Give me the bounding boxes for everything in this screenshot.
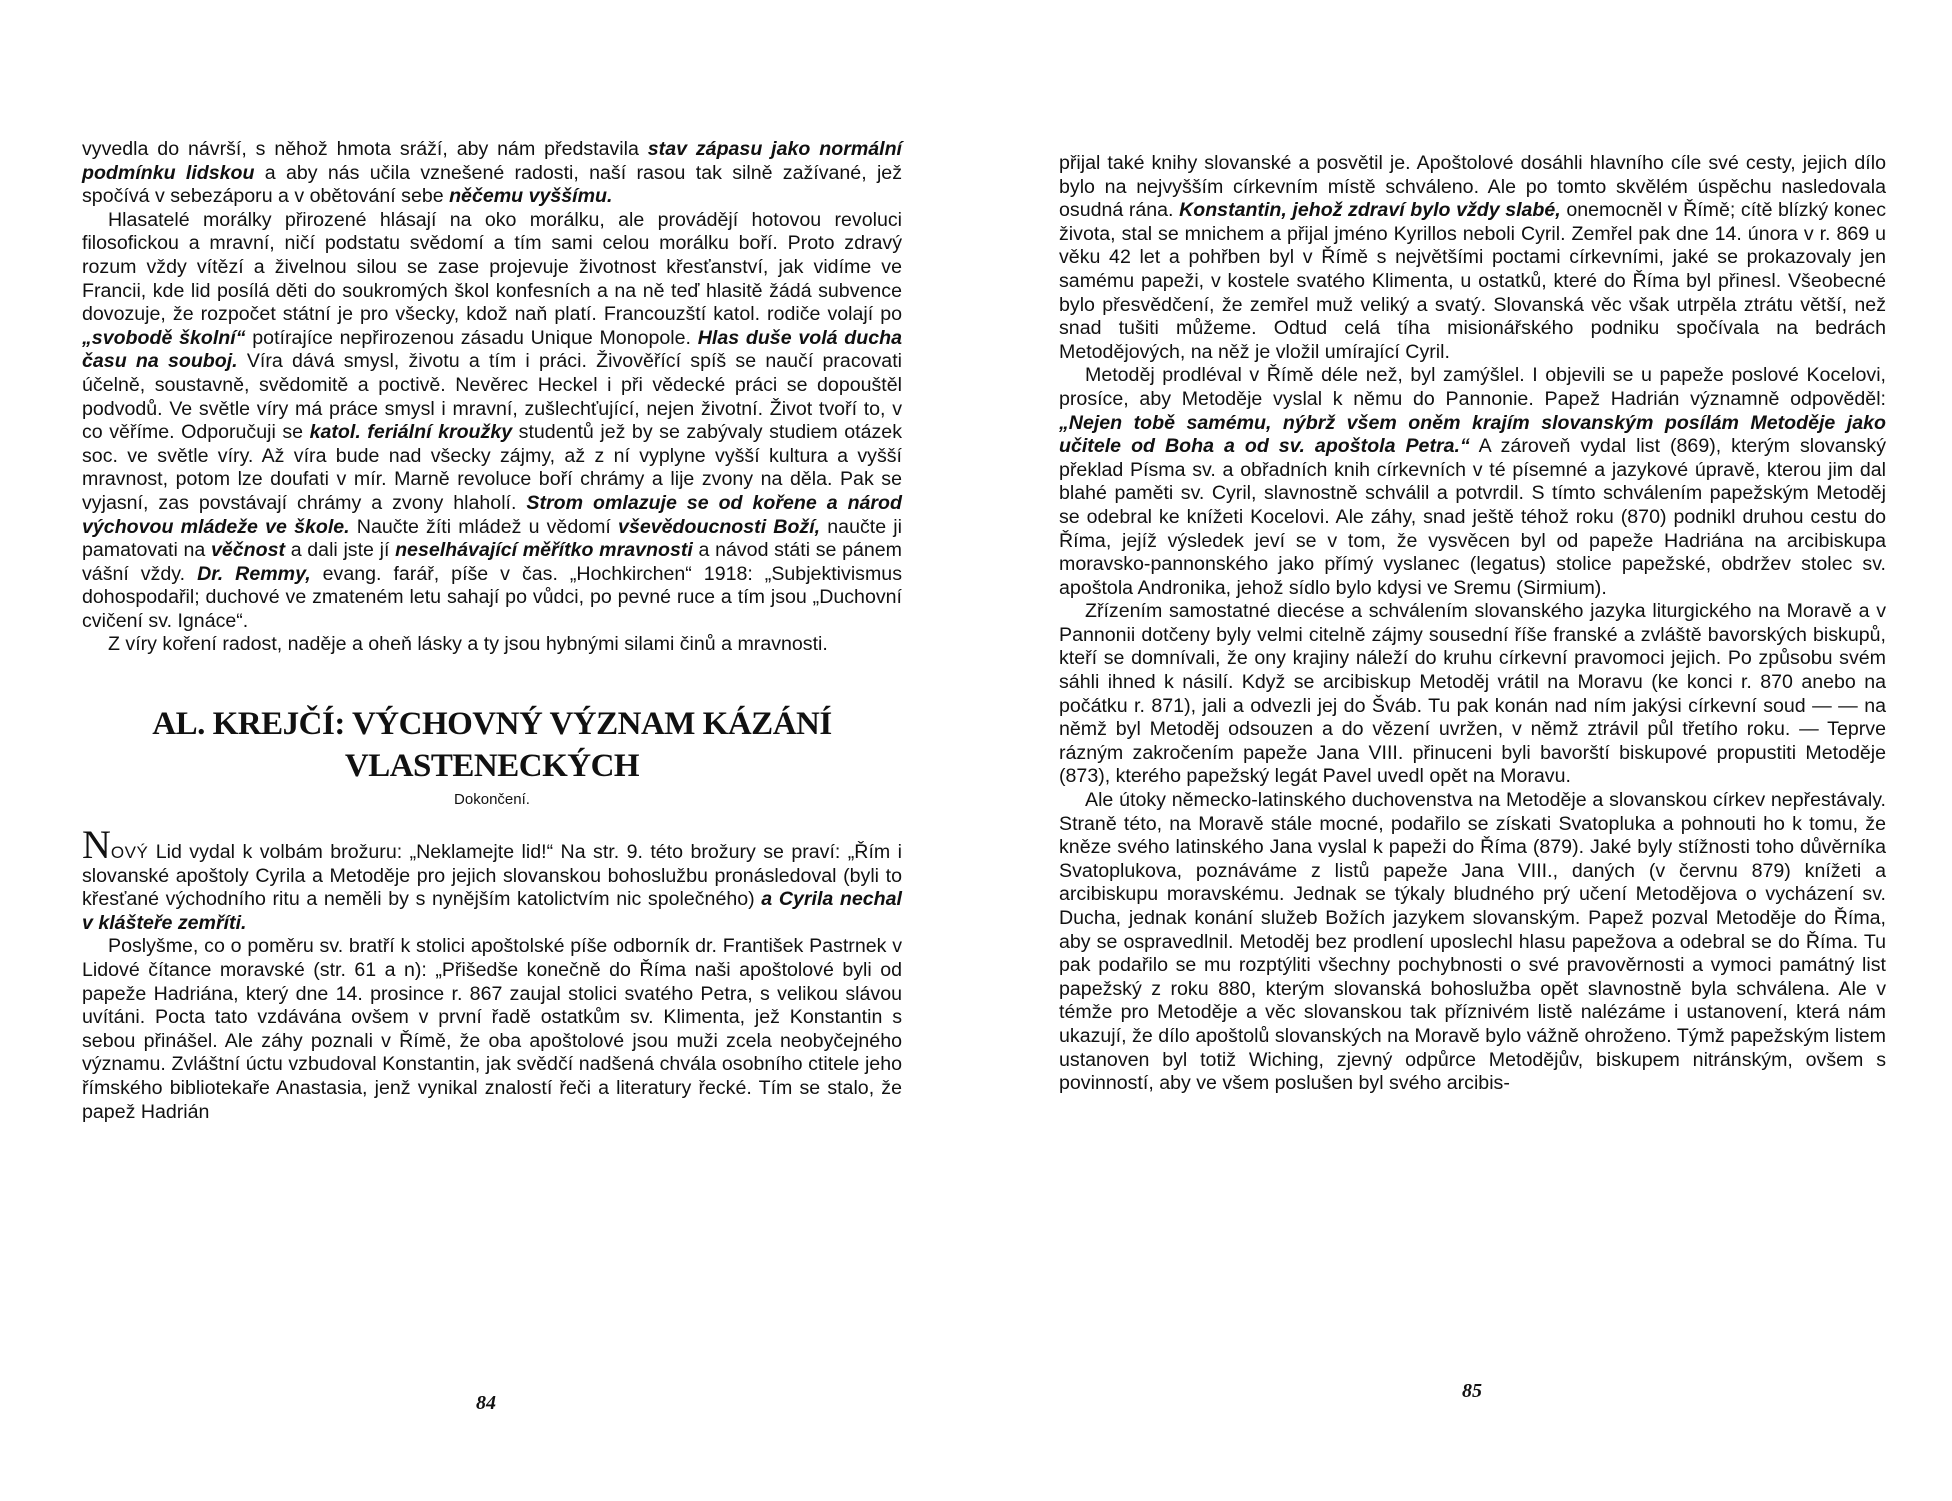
text-run: Lid vydal k volbám brožuru: „Neklamejte lid!“ Na str. 9. této brožury se praví: „Řím i slovanské apoštoly Cyrila a Metoděje pro jejich slovanskou bohoslužbu pronásledoval (byli to křesťané východního ritu a neměli by s nynějším katolictvím nic společného): [82, 841, 902, 911]
italic-run: „Nejen tobě samému, nýbrž všem oněm krajím slovanským posílám Metoděje jako učitele od Boha a od sv. apoštola Petra.“: [1059, 411, 1886, 458]
text-run: evang. farář, píše v čas. „Hochkirchen“ 1918: „Subjektivismus dohospodařil; duchové ve zmateném letu sahají po vůdci, po pevné ruce a tím jsou „Duchovní cvičení sv. Ignáce“.: [82, 562, 902, 632]
paragraph: [1059, 152, 1886, 364]
drop-cap: N: [82, 822, 111, 868]
right-body-text: [1059, 152, 1886, 1096]
paragraph: [82, 209, 902, 634]
text-run: Zřízením samostatné diecése a schválením slovanského jazyka liturgického na Moravě a v Pannonii dotčeny byly velmi citelně zájmy sousední říše franské a zvláště bavorských biskupů, kteří se domnívali, že ony krajiny náleží do kruhu církevní pravomoci jejich. Po způsobu svém sáhli ihned k násilí. Když se arcibiskup Metoděj vrátil na Moravu (ke konci r. 870 anebo na počátku r. 871), jali a odvezli jej do Šváb. Tu pak konán nad ním jakýsi církevní soud — — na němž byl Metoděj odsouzen a do vězení uvržen, v němž ztrávil půl třetího roku. — Teprve rázným zakročením papeže Jana VIII. přinuceni byli bavorští biskupové propustiti Metoděje (873), kterého papežský legát Pavel uvedl opět na Moravu.: [1059, 600, 1886, 788]
text-run: A zároveň vydal list (869), kterým slovanský překlad Písma sv. a obřadních knih církevních v té písemné a jazykové úpravě, kterou jim dal blahé paměti sv. Cyril, slavnostně schválil a potvrdil. S tímto schválením papežským Metoděj se odebral ke knížeti Kocelovi. Ale záhy, snad ještě téhož roku (870) podnikl druhou cestu do Říma, jejíž výsledek jeví se v tom, že vysvěcen byl od papeže Hadriána na arcibiskupa moravsko-pannonského jako přímý vyslanec (legatus) stolice papežské, obdržev stolec sv. apoštola Andronika, jehož sídlo bylo kdysi ve Sremu (Sirmium).: [1059, 435, 1886, 599]
text-run: Metoděj prodléval v Římě déle než, byl zamýšlel. I objevili se u papeže poslové Kocelovi, prosíce, aby Metoděje vyslal k němu do Pannonie. Papež Hadrián významně odpověděl:: [1059, 364, 1886, 410]
paragraph: [1059, 364, 1886, 600]
heading-line-1: AL. KREJČÍ: VÝCHOVNÝ VÝZNAM KÁZÁNÍ: [152, 706, 832, 743]
left-text-column: [82, 138, 902, 1124]
text-run: potírajíce nepřirozenou zásadu Unique Monopole.: [245, 326, 698, 349]
italic-run: a Cyrila nechal v klášteře zemříti.: [82, 888, 902, 934]
text-run: Ale útoky německo-latinského duchovenstva na Metoděje a slovanskou církev nepřestávaly. Straně této, na Moravě stále mocné, podařilo se získati Svatopluka a pohnouti ho k tomu, že kněze svého latinského Jana vyslal k papeži do Říma (879). Jaké byly stížnosti toho důvěrníka Svatoplukova, poznáváme z listů papeže Jana VIII., daných (v červnu 879) knížeti a arcibiskupu moravskému. Jednak se týkaly bludného prý učení Metodějova o vycházení sv. Ducha, jednak konání služeb Božích jazykem slovanským. Papež pozval Metoděje do Říma, aby se ospravedlnil. Metoděj bez prodlení uposlechl hlasu papežova a odebral se do Říma. Tu pak podařilo se mu rozptýliti všechny pochybnosti o své pravověrnosti a vymoci památný list papežský z roku 880, kterým slovanská bohoslužba opět slavnostně byla schválena. Ale v témže pro Metoděje a věc slovanskou tak příznivém listě nalézáme i ustanovení, která nám ukazují, že dílo apoštolů slovanských na Moravě bylo vážně ohroženo. Týmž papežským listem ustanoven byl totiž Wiching, zjevný odpůrce Metodějův, biskupem nitránským, ovšem s povinností, aby ve všem poslušen byl svého arcibis-: [1059, 789, 1886, 1095]
paragraph: [1059, 789, 1886, 1096]
text-run: a návod státi se pánem vášní vždy.: [82, 539, 903, 585]
paragraph: [82, 633, 902, 657]
right-page: [976, 0, 1952, 1501]
text-run: onemocněl v Římě; cítě blízký konec života, stal se mnichem a přijal jméno Kyrillos neboli Cyril. Zemřel pak dne 14. února v r. 869 u věku 42 let a pohřben byl v Římě s největšími poctami církevními, jaké se prokazovaly jen samému papeži, v kostele svatého Klimenta, u ostatků, které do Říma byl přinesl. Všeobecné bylo přesvědčení, že zemřel muž veliký a svatý. Slovanská věc však utrpěla ztrátu větší, než snad tušiti můžeme. Odtud celá tíha misionářského podniku spočívala na bedrách Metodějových, na něž je vložil umírající Cyril.: [1059, 199, 1886, 363]
italic-run: Konstantin, jehož zdraví bylo vždy slabé,: [1179, 199, 1561, 222]
smallcaps-word: OVÝ: [110, 843, 149, 863]
left-top-text: [82, 138, 902, 657]
article-heading: [82, 703, 902, 787]
italic-run: něčemu vyššímu.: [449, 185, 613, 208]
italic-run: vševědoucnosti Boží,: [618, 515, 821, 538]
paragraph: [82, 138, 902, 209]
text-run: Poslyšme, co o poměru sv. bratří k stolici apoštolské píše odborník dr. František Pastrnek v Lidové čítance moravské (str. 61 a n): „Přišedše konečně do Říma naši apoštolové byli od papeže Hadriána, který dne 14. prosince r. 867 zaujal stolici svatého Petra, s velikou slávou uvítáni. Pocta tato vzdávána ovšem v první řadě ostatkům sv. Klimenta, jež Konstantin s sebou přinášel. Ale záhy poznali v Římě, že oba apoštolové jsou muži zcela neobyčejného významu. Zvláštní úctu vzbudoval Konstantin, jak svědčí nadšená chvála osobního ctitele jeho římského bibliotekaře Anastasia, jenž vynikal znalostí řeči a literatury řecké. Tím se stalo, že papež Hadrián: [82, 935, 902, 1123]
page-number-left: 84: [476, 1392, 496, 1414]
italic-run: stav zápasu jako normální podmínku lidskou: [82, 138, 902, 184]
text-run: Naučte žíti mládež u vědomí: [349, 515, 619, 538]
italic-run: neselhávající měřítko mravnosti: [395, 539, 693, 562]
italic-run: Dr. Remmy,: [197, 562, 311, 585]
italic-run: věčnost: [210, 539, 286, 562]
italic-run: „svobodě školní“: [82, 326, 246, 349]
text-run: Hlasatelé morálky přirozené hlásají na oko morálku, ale provádějí hotovou revoluci filosofickou a mravní, ničí podstatu svědomí a tím sami celou morálku boří. Proto zdravý rozum vždy vítězí a živelnou silou se zase projevuje životnost křesťanství, jak vidíme ve Francii, kde lid posílá děti do soukromých škol konfesních a na ně teď hlasitě žádá subvence dovozuje, že rozpočet státní je pro všecky, kdož naň platí. Francouzští katol. rodiče volají po: [82, 208, 902, 326]
text-run: a dali jste jí: [285, 539, 396, 562]
right-text-column: [1059, 152, 1886, 1096]
paragraph: [82, 935, 902, 1124]
italic-run: Hlas duše volá ducha času na souboj.: [82, 326, 902, 373]
left-after-text: [82, 935, 902, 1124]
text-run: Víra dává smysl, životu a tím i práci. Živověřící spíš se naučí pracovati účelně, soustavně, svědomitě a poctivě. Nevěrec Heckel i při vědecké práci se dopouštěl podvodů. Ve světle víry má práce smysl i mravní, zušlechťující, nejen životní. Život tvoří to, v co věříme. Odporučuji se: [82, 350, 902, 444]
opening-paragraph: [82, 822, 902, 935]
italic-run: katol. feriální kroužky: [309, 421, 513, 444]
text-run: a aby nás učila vznešené radosti, naší rasou tak silně zažívané, jež spočívá v sebezáporu a v obětování sebe: [82, 161, 902, 208]
heading-line-2: VLASTENECKÝCH: [344, 748, 640, 785]
text-run: přijal také knihy slovanské a posvětil je. Apoštolové dosáhli hlavního cíle své cesty, jejich dílo bylo na nejvyšším církevním místě schváleno. Ale po tomto skvělém úspěchu nasledovala osudná rána.: [1059, 152, 1886, 222]
subheading: Dokončení.: [454, 791, 530, 809]
opening-text: [82, 841, 902, 934]
page-number-right: 85: [1462, 1380, 1482, 1402]
text-run: studentů jež by se zabývaly studiem otázek soc. ve světle víry. Až víra bude nad všecky zájmy, až z ní vyplyne vyšší kultura a vyšší mravnost, potom lze doufati v mír. Marně revoluce boří chrámy a lije zvony na děla. Pak se vyjasní, zas povstávají chrámy a zvony hlaholí.: [82, 421, 903, 514]
text-run: Z víry koření radost, naděje a oheň lásky a ty jsou hybnými silami činů a mravnosti.: [108, 633, 828, 656]
text-run: vyvedla do návrší, s něhož hmota sráží, aby nám představila: [82, 138, 648, 160]
text-run: naučte ji pamatovati na: [82, 515, 902, 562]
italic-run: Strom omlazuje se od kořene a národ výchovou mládeže ve škole.: [82, 491, 902, 538]
paragraph: [1059, 600, 1886, 789]
